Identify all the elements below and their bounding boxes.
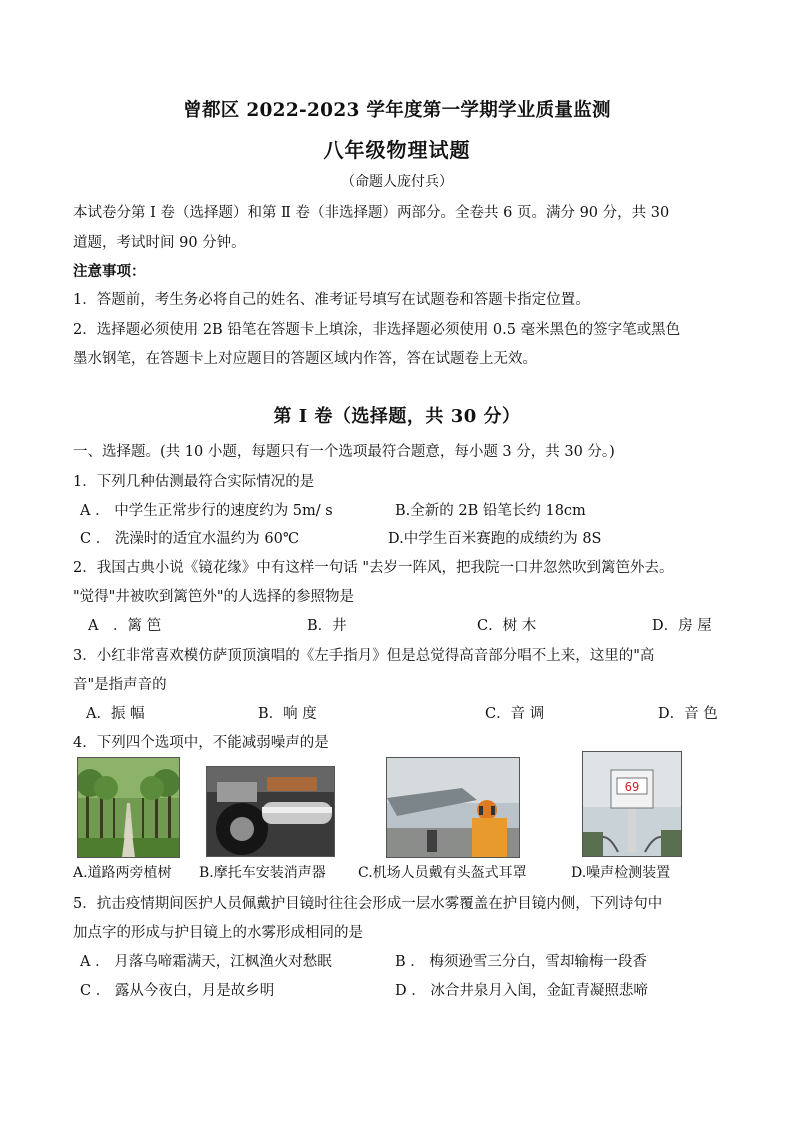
q1-option-b: B.全新的 2B 铅笔长约 18cm [395, 503, 586, 519]
q2-option-d: D．房 屋 [652, 618, 712, 634]
q4-image-a-tree-road [77, 757, 180, 858]
q3-option-a: A．振 幅 [86, 706, 145, 722]
q5-stem-line-2: 加点字的形成与护目镜上的水雾形成相同的是 [73, 925, 363, 941]
q3-option-c: C．音 调 [485, 706, 545, 722]
q4-image-b-motorcycle-muffler [206, 766, 335, 857]
notes-item-2-line-2: 墨水钢笔，在答题卡上对应题目的答题区域内作答，答在试题卷上无效。 [73, 351, 537, 367]
q5-option-a: A ． 月落乌啼霜满天，江枫渔火对愁眠 [80, 954, 332, 970]
intro-line-1: 本试卷分第 Ⅰ 卷（选择题）和第 Ⅱ 卷（非选择题）两部分。全卷共 6 页。满分 90 分，共 30 [73, 205, 670, 221]
intro-line-2: 道题，考试时间 90 分钟。 [73, 235, 246, 251]
section-instruction: 一、选择题。(共 10 小题，每题只有一个选项最符合题意，每小题 3 分，共 30 分。) [73, 444, 615, 460]
q4-image-d-noise-monitor [582, 751, 682, 857]
q2-option-b: B．井 [307, 618, 347, 634]
exam-subtitle: 八年级物理试题 [323, 138, 471, 162]
q1-option-a: A ． 中学生正常步行的速度约为 5m/ s [80, 503, 333, 519]
q2-stem-line-2: "觉得"井被吹到篱笆外"的人选择的参照物是 [73, 589, 355, 605]
q2-stem-line-1: 2．我国古典小说《镜花缘》中有这样一句话 "去岁一阵风，把我院一口井忽然吹到篱笆外去。 [73, 560, 674, 576]
q3-option-d: D．音 色 [658, 706, 718, 722]
exam-title: 曾都区 2022-2023 学年度第一学期学业质量监测 [183, 100, 611, 121]
q3-stem-line-1: 3．小红非常喜欢模仿萨顶顶演唱的《左手指月》但是总觉得高音部分唱不上来，这里的"高 [73, 648, 655, 664]
q1-option-d: D.中学生百米赛跑的成绩约为 8S [388, 531, 602, 547]
section-title: 第 Ⅰ 卷（选择题，共 30 分） [273, 406, 521, 427]
q3-stem-line-2: 音"是指声音的 [73, 677, 167, 693]
noise-meter-reading: 69 [624, 780, 640, 794]
q4-option-d: D.噪声检测装置 [571, 865, 671, 881]
q5-option-b: B ． 梅须逊雪三分白，雪却输梅一段香 [395, 954, 647, 970]
q4-option-c: C.机场人员戴有头盔式耳罩 [358, 865, 527, 881]
q5-stem-line-1: 5．抗击疫情期间医护人员佩戴护目镜时往往会形成一层水雾覆盖在护目镜内侧，下列诗句中 [73, 896, 663, 912]
exam-author: （命题人庞付兵） [341, 174, 453, 190]
q5-option-c: C ． 露从今夜白，月是故乡明 [80, 983, 275, 999]
q2-option-a: A ．篱 笆 [88, 618, 162, 634]
q4-option-a: A.道路两旁植树 [73, 865, 172, 881]
q4-image-c-airport-earmuffs [386, 757, 520, 858]
q3-option-b: B．响 度 [258, 706, 317, 722]
q4-option-b: B.摩托车安装消声器 [199, 865, 326, 881]
notes-item-1: 1．答题前，考生务必将自己的姓名、准考证号填写在试题卷和答题卡指定位置。 [73, 292, 590, 308]
q5-option-d: D ． 冰合井泉月入闺，金缸青凝照悲啼 [395, 983, 648, 999]
q1-option-c: C ． 洗澡时的适宜水温约为 60℃ [80, 531, 300, 547]
notes-heading: 注意事项： [73, 263, 146, 280]
q4-stem: 4．下列四个选项中，不能减弱噪声的是 [73, 735, 329, 751]
q2-option-c: C．树 木 [477, 618, 537, 634]
q1-stem: 1．下列几种估测最符合实际情况的是 [73, 474, 315, 490]
notes-item-2-line-1: 2．选择题必须使用 2B 铅笔在答题卡上填涂，非选择题必须使用 0.5 毫米黑色的签字笔或黑色 [73, 322, 681, 338]
